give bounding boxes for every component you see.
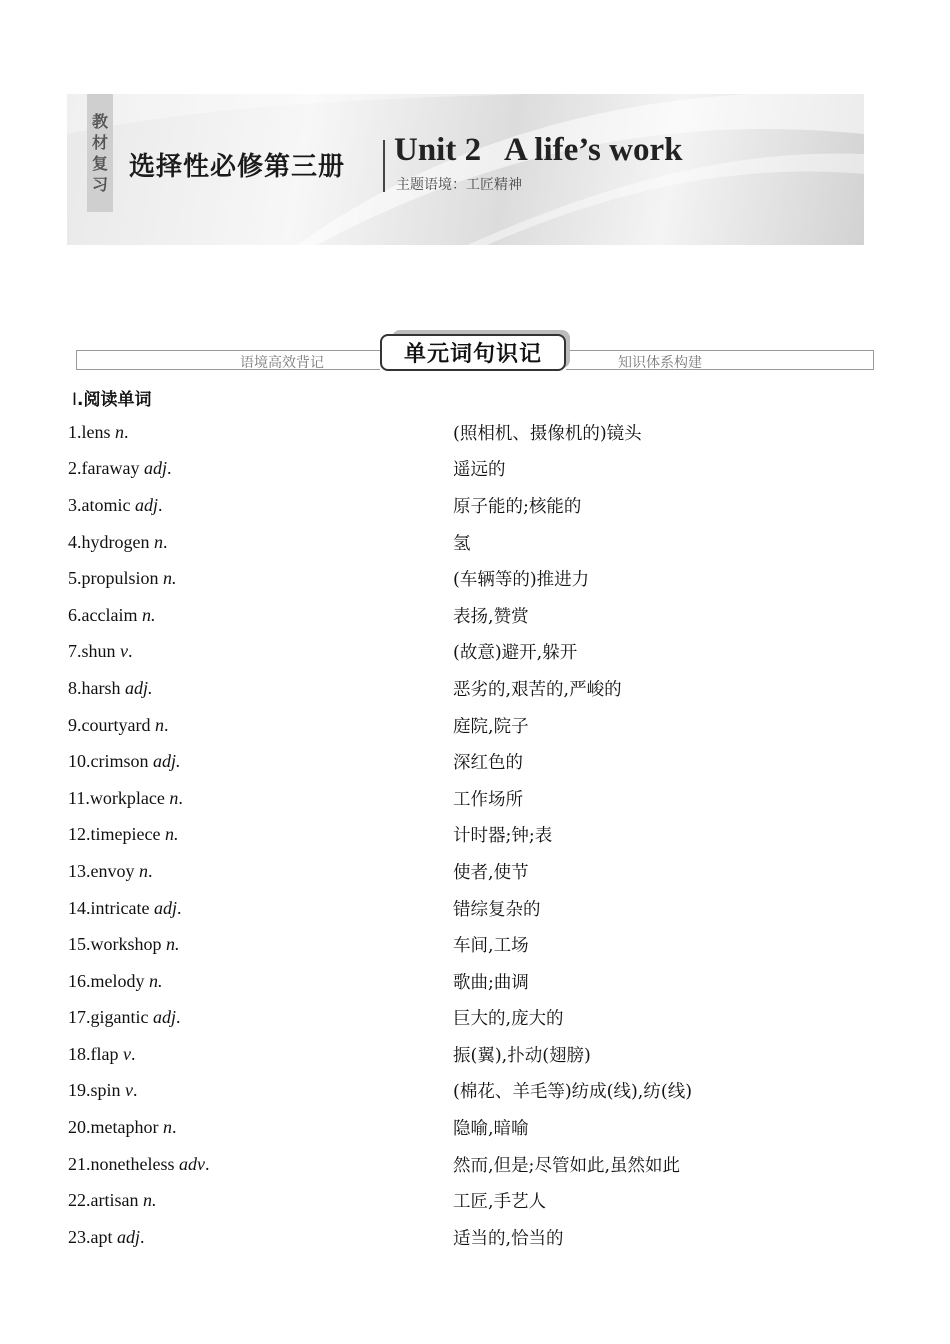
section-frame-left: [76, 350, 380, 370]
item-number: 2.: [68, 458, 82, 479]
word-text: acclaim: [81, 604, 138, 625]
part-of-speech: n: [162, 1117, 172, 1138]
word-text: spin: [90, 1080, 121, 1101]
pos-suffix: .: [166, 458, 172, 479]
part-of-speech: v: [125, 1080, 134, 1101]
pos-suffix: .: [176, 897, 182, 918]
chapter-banner: [67, 94, 864, 245]
list-item: [68, 451, 888, 488]
vocab-word: [68, 898, 453, 919]
pos-suffix: .: [162, 531, 168, 552]
vocab-word: [68, 861, 453, 882]
review-side-tab: [87, 94, 113, 212]
word-meaning: 工作场所: [453, 789, 523, 810]
word-text: atomic: [81, 494, 131, 515]
part-of-speech: n.: [164, 824, 179, 845]
vocab-word: [68, 641, 453, 662]
pos-suffix: .: [130, 1043, 136, 1064]
list-item: [68, 1146, 888, 1183]
vocab-word: [68, 751, 453, 772]
part-of-speech: v: [120, 641, 129, 662]
list-item: [68, 707, 888, 744]
part-of-speech: adj: [117, 1226, 141, 1247]
list-item: [68, 743, 888, 780]
word-text: apt: [90, 1226, 113, 1247]
pos-suffix: .: [171, 1117, 177, 1138]
part-of-speech: adj: [134, 494, 158, 515]
vocab-word: [68, 1007, 453, 1028]
word-meaning: 工匠,手艺人: [453, 1192, 547, 1213]
item-number: 11.: [68, 787, 90, 808]
word-meaning: 深红色的: [453, 753, 523, 774]
list-item: [68, 670, 888, 707]
part-of-speech: n: [139, 860, 148, 881]
item-number: 23.: [68, 1226, 91, 1247]
vocab-word: [68, 788, 453, 809]
item-number: 21.: [68, 1153, 91, 1174]
part-of-speech: adj.: [125, 677, 153, 698]
word-meaning: 歌曲;曲调: [453, 972, 529, 993]
item-number: 10.: [68, 751, 91, 772]
list-item: [68, 634, 888, 671]
book-title: 选择性必修第三册: [129, 152, 346, 182]
word-text: artisan: [90, 1190, 139, 1211]
word-text: metaphor: [90, 1117, 159, 1138]
vocab-word: [68, 1190, 453, 1211]
list-item: [68, 1182, 888, 1219]
pos-suffix: .: [163, 714, 169, 735]
vocab-word: [68, 1227, 453, 1248]
list-item: [68, 817, 888, 854]
list-item: [68, 487, 888, 524]
word-meaning: 遥远的: [453, 460, 506, 481]
item-number: 4.: [68, 531, 82, 552]
vocab-list: [68, 414, 888, 1256]
part-of-speech: adj.: [153, 751, 181, 772]
vocab-word: [68, 1154, 453, 1175]
side-tab-char: 复: [91, 154, 108, 173]
part-of-speech: n.: [163, 568, 177, 589]
word-meaning: (棉花、羊毛等)纺成(线),纺(线): [453, 1082, 693, 1103]
part-of-speech: adv: [178, 1153, 205, 1174]
word-text: crimson: [90, 751, 149, 772]
banner-divider: [383, 140, 385, 192]
item-number: 22.: [68, 1190, 91, 1211]
word-text: flap: [90, 1043, 119, 1064]
word-text: envoy: [90, 860, 135, 881]
word-meaning: 巨大的,庞大的: [453, 1009, 564, 1030]
item-number: 5.: [68, 568, 82, 589]
pos-suffix: .: [124, 421, 129, 442]
word-text: melody: [90, 970, 145, 991]
word-text: workshop: [90, 934, 162, 955]
item-number: 6.: [68, 604, 82, 625]
vocab-word: [68, 495, 453, 516]
unit-title: Unit 2 A life’s work: [394, 132, 683, 168]
part-of-speech: adj: [153, 897, 177, 918]
item-number: 13.: [68, 860, 91, 881]
vocab-word: [68, 605, 453, 626]
vocab-word: [68, 532, 453, 553]
list-item: [68, 1109, 888, 1146]
heading-roman-numeral: Ⅰ: [72, 390, 78, 409]
word-meaning: 适当的,恰当的: [453, 1228, 564, 1249]
item-number: 20.: [68, 1117, 91, 1138]
part-of-speech: n.: [149, 970, 163, 991]
section-frame-right: [566, 350, 874, 370]
part-of-speech: n: [154, 714, 164, 735]
pos-suffix: .: [176, 1007, 181, 1028]
word-meaning: 错综复杂的: [453, 899, 541, 920]
vocab-word: [68, 1080, 453, 1101]
word-meaning: 车间,工场: [453, 936, 529, 957]
pos-suffix: .: [133, 1080, 138, 1101]
item-number: 12.: [68, 824, 91, 845]
word-text: gigantic: [90, 1007, 149, 1028]
part-of-speech: n: [169, 787, 179, 808]
item-number: 9.: [68, 714, 82, 735]
item-number: 15.: [68, 934, 91, 955]
word-text: harsh: [81, 677, 121, 698]
part-of-speech: n: [115, 421, 124, 442]
word-text: courtyard: [81, 714, 151, 735]
vocab-word: [68, 971, 453, 992]
item-number: 18.: [68, 1043, 91, 1064]
list-item: [68, 780, 888, 817]
word-meaning: 庭院,院子: [453, 716, 529, 737]
word-meaning: 隐喻,暗喻: [453, 1119, 529, 1140]
word-meaning: 氢: [453, 533, 471, 554]
list-item: [68, 890, 888, 927]
word-meaning: 振(翼),扑动(翅膀): [453, 1045, 591, 1066]
word-text: intricate: [90, 897, 150, 918]
vocab-word: [68, 715, 453, 736]
list-item: [68, 597, 888, 634]
item-number: 7.: [68, 641, 82, 662]
word-meaning: 原子能的;核能的: [453, 496, 582, 517]
list-item: [68, 926, 888, 963]
word-meaning: (故意)避开,躲开: [453, 643, 578, 664]
item-number: 1.: [68, 421, 82, 442]
section-right-label: 知识体系构建: [618, 355, 702, 371]
reading-words-heading: [72, 385, 151, 410]
word-meaning: 然而,但是;尽管如此,虽然如此: [453, 1155, 681, 1176]
word-text: timepiece: [90, 824, 161, 845]
section-title: 单元词句识记: [380, 334, 566, 371]
vocab-word: [68, 458, 453, 479]
word-meaning: (照相机、摄像机的)镜头: [453, 423, 642, 444]
word-text: workplace: [89, 787, 165, 808]
word-text: hydrogen: [81, 531, 150, 552]
list-item: [68, 963, 888, 1000]
vocab-word: [68, 1117, 453, 1138]
theme-context: 主题语境：工匠精神: [396, 177, 522, 193]
part-of-speech: adj: [152, 1007, 176, 1028]
section-left-label: 语境高效背记: [240, 355, 324, 371]
vocab-word: [68, 934, 453, 955]
item-number: 17.: [68, 1007, 91, 1028]
list-item: [68, 853, 888, 890]
list-item: [68, 1000, 888, 1037]
item-number: 8.: [68, 677, 82, 698]
part-of-speech: n.: [141, 604, 156, 625]
list-item: [68, 1073, 888, 1110]
pos-suffix: .: [204, 1153, 210, 1174]
vocab-word: [68, 824, 453, 845]
list-item: [68, 414, 888, 451]
item-number: 14.: [68, 897, 91, 918]
word-meaning: 表扬,赞赏: [453, 606, 529, 627]
word-meaning: 使者,使节: [453, 862, 529, 883]
vocab-word: [68, 422, 453, 443]
side-tab-char: 材: [91, 133, 108, 152]
pos-suffix: .: [178, 787, 183, 808]
vocab-word: [68, 568, 453, 589]
item-number: 19.: [68, 1080, 91, 1101]
part-of-speech: adj: [143, 458, 167, 479]
pos-suffix: .: [128, 641, 133, 662]
list-item: [68, 1219, 888, 1256]
pos-suffix: .: [140, 1226, 145, 1247]
list-item: [68, 560, 888, 597]
word-meaning: 恶劣的,艰苦的,严峻的: [453, 679, 622, 700]
heading-text: .阅读单词: [77, 390, 152, 410]
word-text: faraway: [81, 458, 140, 479]
part-of-speech: v: [122, 1043, 131, 1064]
item-number: 3.: [68, 494, 82, 515]
item-number: 16.: [68, 970, 91, 991]
side-tab-char: 教: [91, 112, 108, 131]
word-text: nonetheless: [90, 1153, 175, 1174]
vocab-word: [68, 1044, 453, 1065]
pos-suffix: .: [148, 860, 153, 881]
word-meaning: (车辆等的)推进力: [453, 570, 590, 591]
part-of-speech: n.: [142, 1190, 157, 1211]
pos-suffix: .: [158, 494, 163, 515]
part-of-speech: n.: [166, 934, 180, 955]
part-of-speech: n: [153, 531, 163, 552]
word-text: lens: [81, 421, 111, 442]
word-text: shun: [81, 641, 116, 662]
side-tab-char: 习: [91, 175, 108, 194]
vocab-word: [68, 678, 453, 699]
word-text: propulsion: [81, 568, 159, 589]
list-item: [68, 524, 888, 561]
word-meaning: 计时器;钟;表: [453, 826, 553, 847]
list-item: [68, 1036, 888, 1073]
